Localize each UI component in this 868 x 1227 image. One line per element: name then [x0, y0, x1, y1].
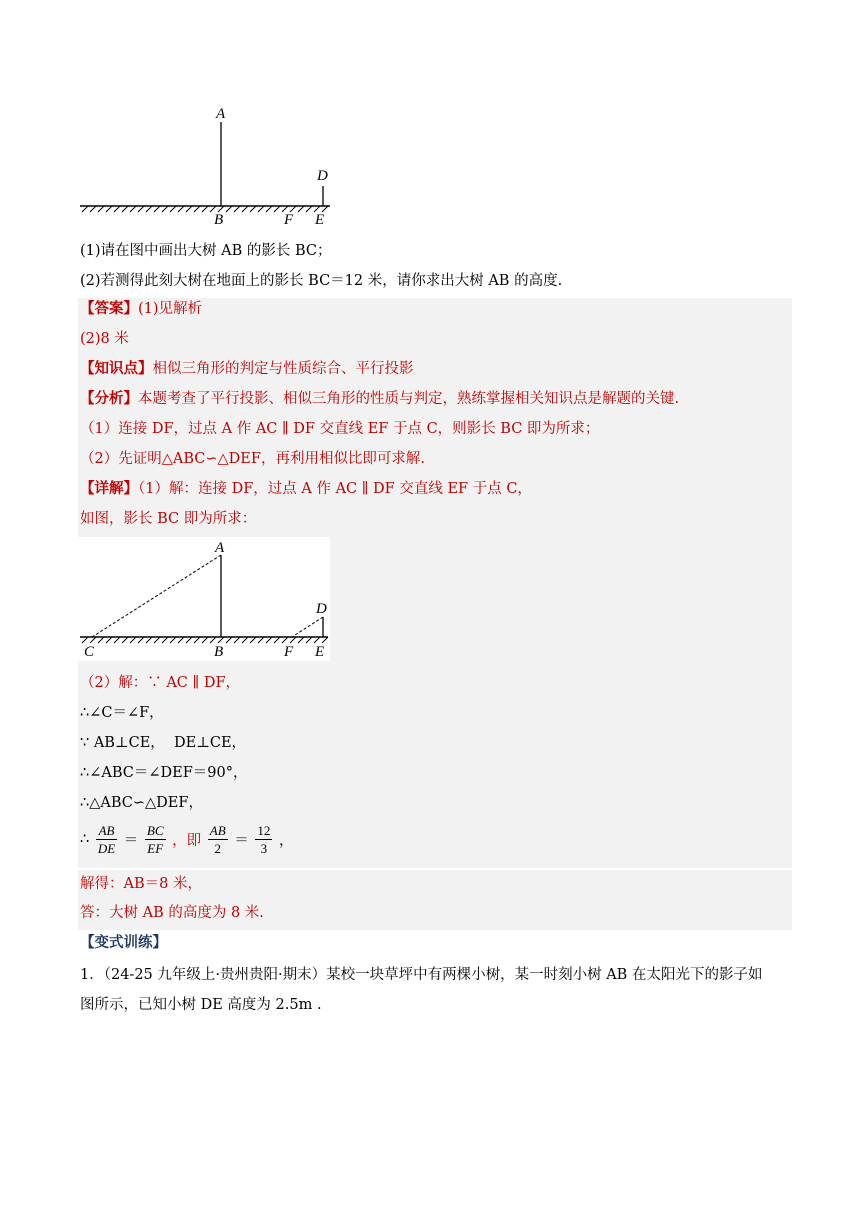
solve-line: 解得：AB＝8 米，	[80, 876, 202, 892]
equals-2: ＝	[234, 833, 249, 849]
knowledge-tag: 【知识点】	[80, 360, 153, 377]
step-2	[80, 733, 246, 753]
step-0: （2）解：∵ AC ∥ DF，	[80, 675, 241, 691]
step-2b: DE⊥CE，	[174, 735, 247, 751]
step-4: ∴△ABC∽△DEF，	[80, 795, 203, 811]
label-a-2: A	[215, 540, 225, 556]
fraction-12-3-den: 3	[260, 841, 268, 856]
detail-1b: 如图，影长 BC 即为所求：	[80, 511, 257, 527]
fraction-ab-2-num: AB	[209, 823, 226, 838]
question-1: (1)请在图中画出大树 AB 的影长 BC；	[80, 243, 332, 259]
fraction-ab-de-den: DE	[97, 841, 116, 856]
label-e: E	[315, 212, 325, 228]
question-2: (2)若测得此刻大树在地面上的影长 BC＝12 米，请你求出大树 AB 的高度.	[80, 273, 563, 289]
label-d: D	[317, 168, 328, 184]
step-5	[80, 822, 293, 857]
analysis-1: （1）连接 DF，过点 A 作 AC ∥ DF 交直线 EF 于点 C，则影长 BC 即为所求；	[80, 421, 600, 437]
label-a: A	[216, 106, 226, 122]
fraction-ab-de	[96, 822, 117, 857]
fraction-bc-ef-num: BC	[146, 823, 164, 838]
analysis-2: （2）先证明△ABC∽△DEF，再利用相似比即可求解.	[80, 451, 426, 467]
detail-tag: 【详解】	[80, 480, 138, 497]
figure-2	[78, 537, 330, 661]
end-comma: ，	[278, 833, 294, 849]
label-f: F	[284, 212, 294, 228]
figure-2-background	[78, 537, 330, 661]
fraction-bc-ef-den: EF	[147, 841, 164, 856]
answer-1: (1)见解析	[138, 301, 203, 317]
variant-title: 【变式训练】	[80, 934, 167, 951]
label-c-2: C	[84, 644, 95, 660]
fraction-ab-de-num: AB	[96, 822, 117, 840]
knowledge-line	[80, 359, 414, 379]
step-2a: ∵ AB⊥CE，	[80, 735, 165, 751]
label-e-2: E	[315, 644, 325, 660]
variant-p2: 图所示，已知小树 DE 高度为 2.5m .	[80, 997, 322, 1013]
therefore-symbol: ∴	[80, 831, 90, 848]
detail-line	[80, 479, 532, 499]
fraction-ab-2-den: 2	[214, 841, 221, 856]
label-b-2: B	[214, 644, 224, 660]
figure-1	[78, 100, 338, 230]
analysis-text: 本题考查了平行投影、相似三角形的性质与判定，熟练掌握相关知识点是解题的关键.	[138, 391, 680, 407]
final-answer: 答：大树 AB 的高度为 8 米.	[80, 905, 264, 921]
label-b: B	[214, 212, 224, 228]
analysis-tag: 【分析】	[80, 390, 138, 407]
comma-ji: ，即	[172, 833, 202, 849]
variant-p1: 1．（24-25 九年级上·贵州贵阳·期末）某校一块草坪中有两棵小树，某一时刻小树 AB 在太阳光下的影子如	[80, 967, 763, 983]
fraction-12-3-num: 12	[257, 823, 271, 838]
answer-2: (2)8 米	[80, 331, 129, 347]
equals-1: ＝	[123, 833, 139, 849]
detail-1: （1）解：连接 DF，过点 A 作 AC ∥ DF 交直线 EF 于点 C，	[138, 481, 532, 497]
step-1: ∴∠C＝∠F，	[80, 705, 164, 721]
knowledge-text: 相似三角形的判定与性质综合、平行投影	[152, 361, 414, 377]
label-f-2: F	[284, 644, 294, 660]
answer-tag: 【答案】	[80, 300, 138, 317]
step-3: ∴∠ABC＝∠DEF＝90°，	[80, 765, 248, 781]
fraction-bc-ef	[145, 822, 166, 857]
answer-line	[80, 299, 202, 319]
fraction-ab-2	[208, 822, 228, 857]
fraction-12-3	[255, 822, 272, 857]
analysis-line	[80, 389, 679, 409]
label-d-2: D	[316, 601, 327, 617]
